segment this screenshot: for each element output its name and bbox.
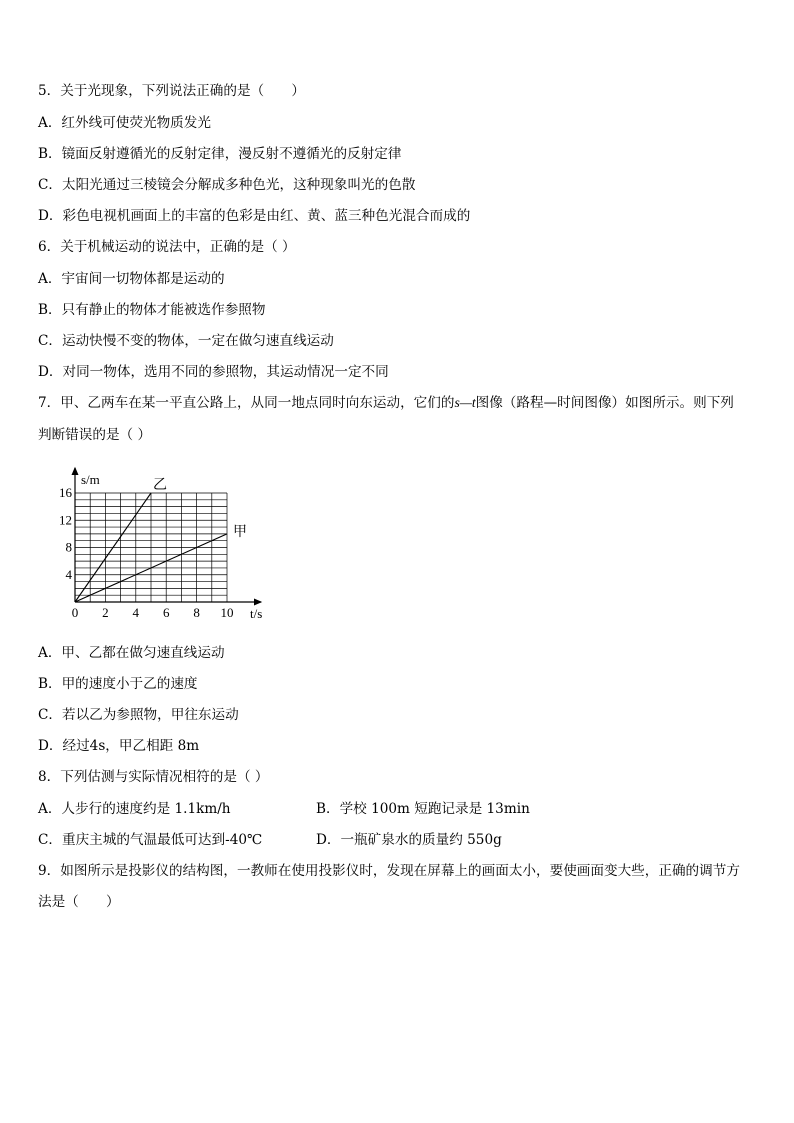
q6-stem: 6．关于机械运动的说法中，正确的是（ ） (38, 239, 296, 255)
q7-stem-part-b: 图像（路程—时间图像）如图所示。则下列 (475, 395, 734, 411)
q7-stem-line2: 判断错误的是（ ） (38, 427, 152, 443)
x-tick-label: 6 (162, 605, 170, 620)
x-tick-label: 2 (102, 605, 109, 620)
q7-option-b: B．甲的速度小于乙的速度 (38, 676, 198, 692)
q6-option-b: B．只有静止的物体才能被选作参照物 (38, 302, 266, 318)
q7-option-c: C．若以乙为参照物，甲往东运动 (38, 707, 239, 723)
q8-stem: 8．下列估测与实际情况相符的是（ ） (38, 769, 269, 785)
q8-option-d: D．一瓶矿泉水的质量约 550g (316, 832, 502, 848)
chart-tick-labels (59, 485, 234, 620)
y-tick-label: 16 (59, 485, 72, 500)
q7-option-a: A．甲、乙都在做匀速直线运动 (38, 645, 225, 661)
q6-option-a: A．宇宙间一切物体都是运动的 (38, 271, 225, 287)
q5-option-c: C．太阳光通过三棱镜会分解成多种色光，这种现象叫光的色散 (38, 177, 416, 193)
q7-stem-variable: s—t (454, 395, 476, 410)
q5-option-a: A．红外线可使荧光物质发光 (38, 115, 211, 131)
q9-stem-line2: 法是（ ） (38, 894, 120, 910)
x-tick-label: 10 (220, 605, 234, 620)
chart-grid (75, 493, 227, 602)
y-tick-label: 12 (59, 512, 72, 528)
chart-series-labels (153, 478, 247, 540)
series-label-1: 甲 (233, 524, 247, 540)
q8-option-c: C．重庆主城的气温最低可达到-40℃ (38, 832, 263, 848)
x-axis-label: t/s (250, 606, 263, 621)
y-tick-label: 4 (65, 566, 72, 582)
q8-option-b: B．学校 100m 短跑记录是 13min (316, 801, 530, 817)
q5-option-b: B．镜面反射遵循光的反射定律，漫反射不遵循光的反射定律 (38, 146, 402, 162)
x-tick-label: 0 (71, 605, 79, 620)
y-axis-label: s/m (81, 472, 100, 487)
q6-option-d: D．对同一物体，选用不同的参照物，其运动情况一定不同 (38, 364, 389, 380)
x-tick-label: 8 (193, 605, 200, 620)
q5-stem: 5．关于光现象，下列说法正确的是（ ） (38, 83, 305, 99)
st-graph (50, 462, 280, 627)
q8-option-a: A．人步行的速度约是 1.1km/h (38, 801, 231, 817)
y-tick-label: 8 (65, 539, 72, 555)
q5-option-d: D．彩色电视机画面上的丰富的色彩是由红、黄、蓝三种色光混合而成的 (38, 208, 471, 224)
q7-stem (38, 394, 734, 412)
q9-stem: 9．如图所示是投影仪的结构图，一教师在使用投影仪时，发现在屏幕上的画面太小，要使画面变大些，正确的调节方 (38, 863, 740, 879)
x-tick-label: 4 (132, 605, 140, 620)
q7-option-d: D．经过4s，甲乙相距 8m (38, 738, 200, 754)
q7-stem-part-a: 7．甲、乙两车在某一平直公路上，从同一地点同时向东运动，它们的 (38, 395, 455, 411)
series-label-0: 乙 (153, 478, 167, 493)
q6-option-c: C．运动快慢不变的物体，一定在做匀速直线运动 (38, 333, 334, 349)
